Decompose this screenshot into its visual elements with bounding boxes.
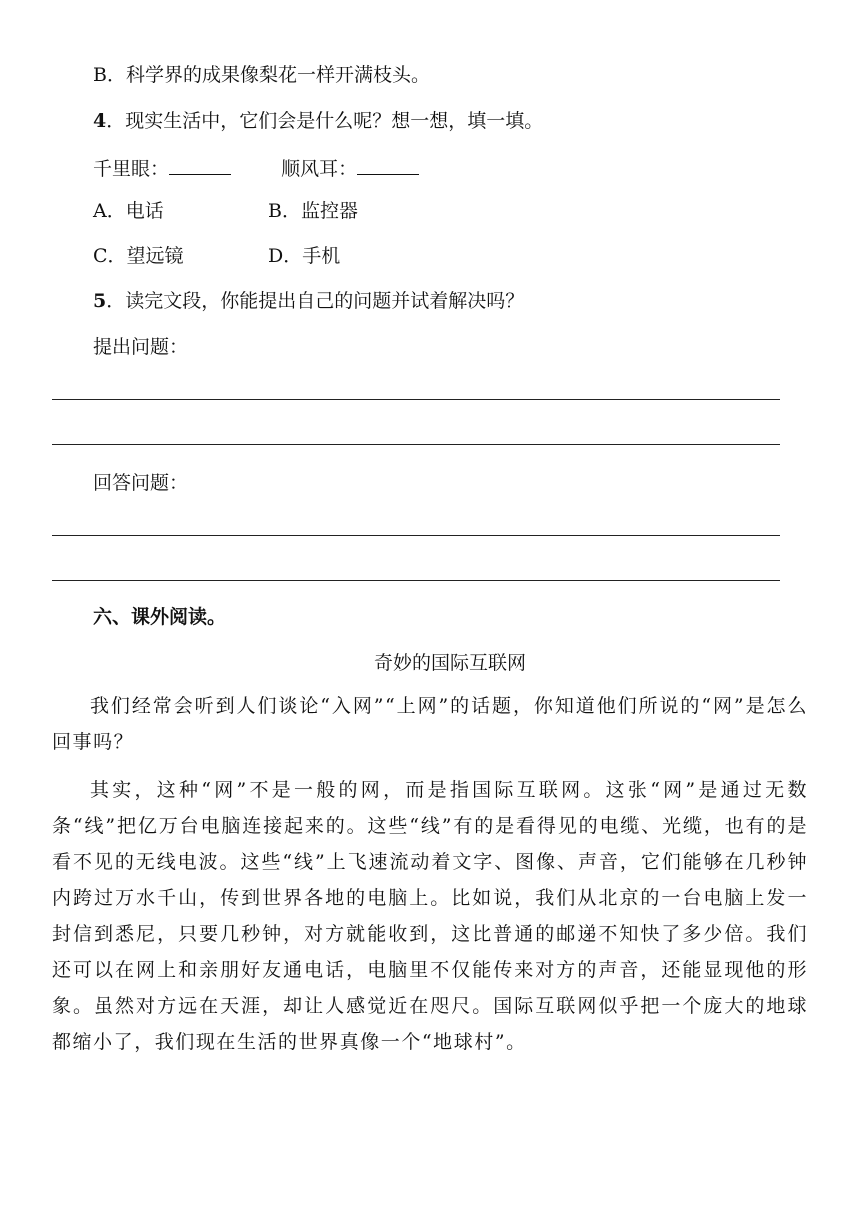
answer-line-4[interactable] [52, 580, 780, 581]
option-d-text: ．手机 [283, 245, 341, 267]
answer-line-1[interactable] [52, 399, 780, 400]
question-4-prompt [93, 109, 543, 133]
passage-paragraph-1: 我们经常会听到人们谈论“入网”“上网”的话题，你知道他们所说的“网”是怎么回事吗？ [52, 695, 808, 753]
question-4-number: 4 [93, 110, 107, 132]
blank-2-label: 顺风耳： [281, 158, 358, 180]
option-b-text: ．监控器 [281, 200, 358, 222]
question-5-number: 5 [93, 290, 107, 312]
question-5-text: ．读完文段，你能提出自己的问题并试着解决吗？ [106, 290, 525, 312]
answer-line-3[interactable] [52, 535, 780, 536]
option-d [268, 244, 340, 268]
q3-option-b [93, 63, 430, 87]
ask-question-label-text: 提出问题： [93, 336, 189, 358]
reading-passage [52, 688, 808, 1060]
option-a-letter: A [93, 200, 107, 222]
blank-1-label: 千里眼： [93, 158, 170, 180]
option-a [93, 199, 164, 223]
section-6-heading-text: 六、课外阅读。 [93, 606, 227, 628]
ask-question-label [93, 335, 188, 359]
blank-2-answer-line[interactable] [357, 156, 419, 175]
option-c [93, 244, 184, 268]
q3-option-b-text: B．科学界的成果像梨花一样开满枝头。 [93, 64, 430, 86]
option-c-text: ．望远镜 [107, 245, 184, 267]
option-b-letter: B [268, 200, 282, 222]
answer-question-label-text: 回答问题： [93, 472, 189, 494]
option-b [268, 199, 358, 223]
section-6-heading [93, 605, 226, 629]
passage-title: 奇妙的国际互联网 [373, 652, 526, 674]
option-d-letter: D [268, 245, 284, 267]
question-4-blanks [93, 156, 419, 181]
answer-question-label [93, 471, 188, 495]
passage-paragraph-2: 其实，这种“网”不是一般的网，而是指国际互联网。这张“网”是通过无数条“线”把亿万台电脑连接起来的。这些“线”有的是看得见的电缆、光缆，也有的是看不见的无线电波。这些“线”上飞速流动着文字、图像、声音，它们能够在几秒钟内跨过万水千山，传到世界各地的电脑上。比如说，我们从北京的一台电脑上发一封信到悉尼，只要几秒钟，对方就能收到，这比普通的邮递不知快了多少倍。我们还可以在网上和亲朋好友通电话，电脑里不仅能传来对方的声音，还能显现他的形象。虽然对方远在天涯，却让人感觉近在咫尺。国际互联网似乎把一个庞大的地球都缩小了，我们现在生活的世界真像一个“地球村”。 [52, 779, 808, 1053]
blank-1-answer-line[interactable] [169, 156, 231, 175]
question-5-prompt [93, 289, 524, 313]
question-4-text: ．现实生活中，它们会是什么呢？想一想，填一填。 [106, 110, 544, 132]
option-a-text: ．电话 [106, 200, 164, 222]
option-c-letter: C [93, 245, 108, 267]
answer-line-2[interactable] [52, 444, 780, 445]
